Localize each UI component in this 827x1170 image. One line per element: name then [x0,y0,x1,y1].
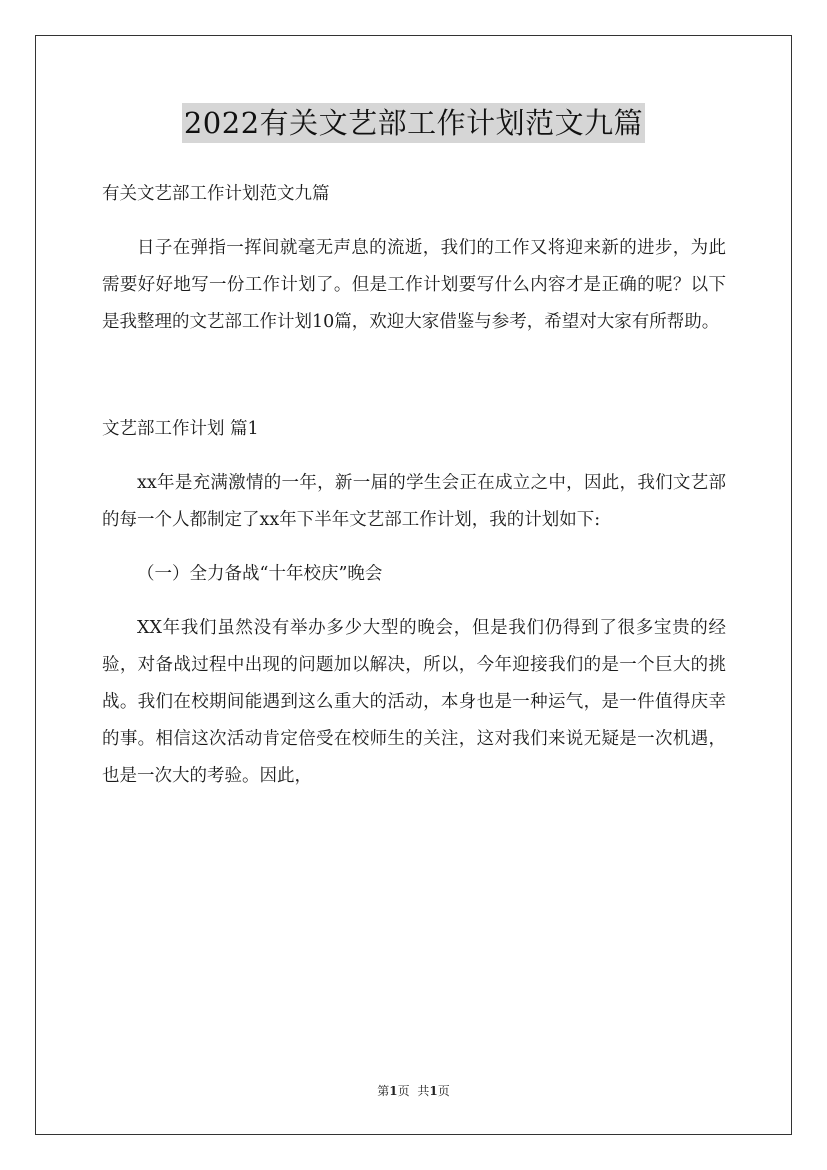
document-subtitle: 有关文艺部工作计划范文九篇 [102,184,330,204]
total-prefix: 共 [417,1084,430,1098]
total-pages: 1 [429,1084,438,1098]
item-heading: （一）全力备战“十年校庆”晚会 [137,564,383,584]
paragraph-2: XX年我们虽然没有举办多少大型的晚会，但是我们仍得到了很多宝贵的经验，对备战过程中出现的问题加以解决，所以，今年迎接我们的是一个巨大的挑战。我们在校期间能遇到这么重大的活动，本身也是一种运气，是一件值得庆幸的事。相信这次活动肯定倍受在校师生的关注，这对我们来说无疑是一次机遇，也是一次大的考验。因此， [102,618,726,786]
title-wrap [0,103,827,143]
document-title: 2022有关文艺部工作计划范文九篇 [182,103,645,143]
document-body [102,176,726,795]
page-footer [0,1083,827,1099]
total-suffix: 页 [437,1084,450,1098]
intro-paragraph: 日子在弹指一挥间就毫无声息的流逝，我们的工作又将迎来新的进步，为此需要好好地写一份工作计划了。但是工作计划要写什么内容才是正确的呢？以下是我整理的文艺部工作计划10篇，欢迎大家借鉴与参考，希望对大家有所帮助。 [102,238,726,332]
blank-space [102,341,726,415]
page-prefix: 第 [377,1084,390,1098]
page-number: 1 [389,1084,398,1098]
page-suffix: 页 [397,1084,410,1098]
paragraph-1: xx年是充满激情的一年，新一届的学生会正在成立之中，因此，我们文艺部的每一个人都制定了xx年下半年文艺部工作计划，我的计划如下: [102,473,726,530]
section-heading: 文艺部工作计划 篇1 [102,419,259,439]
